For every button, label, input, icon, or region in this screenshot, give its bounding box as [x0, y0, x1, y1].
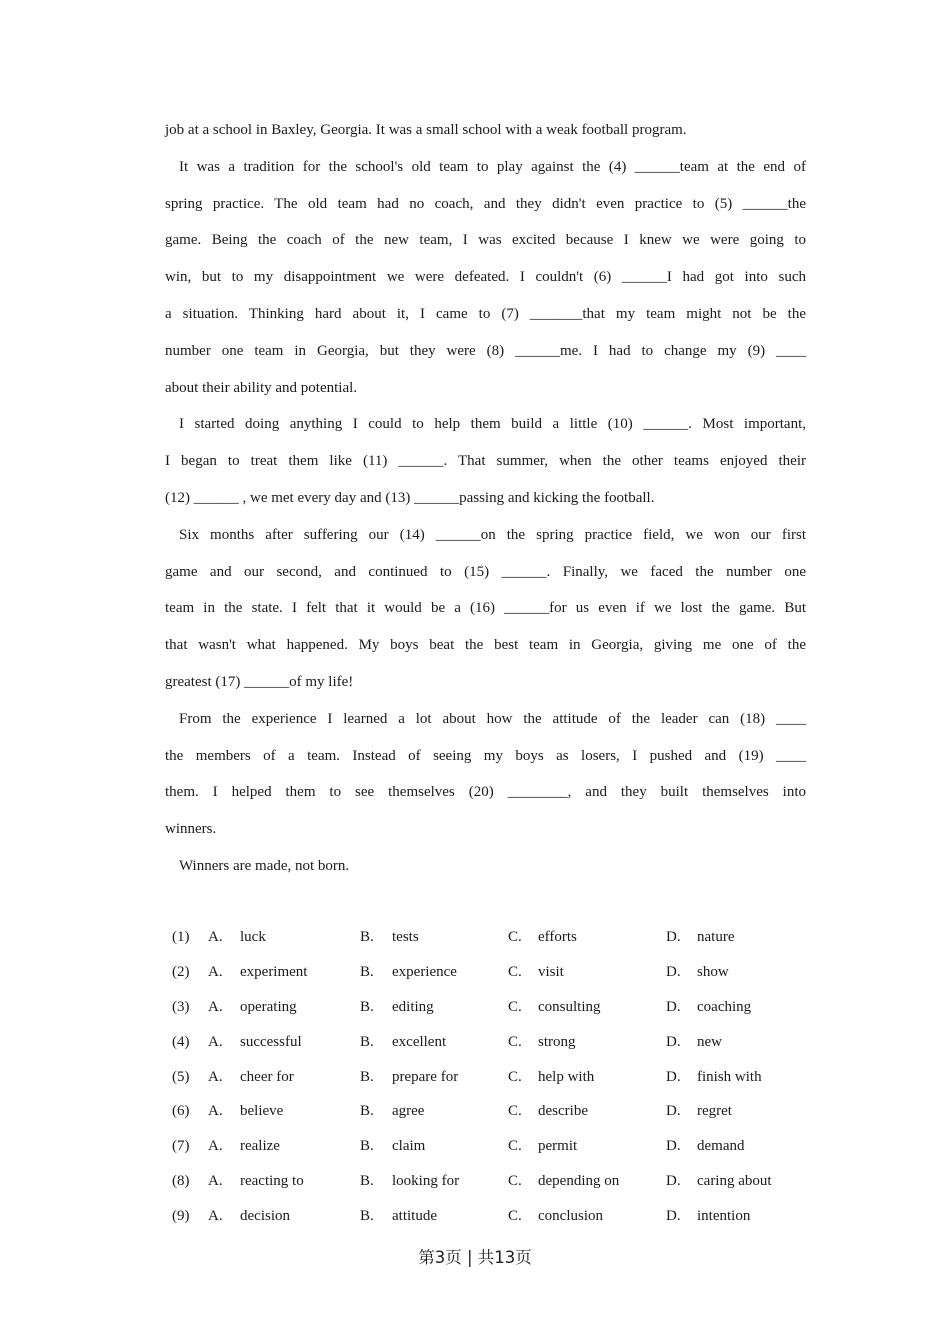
text-line: spring practice. The old team had no coach, and they didn't even practice to (5) ______the — [165, 195, 806, 212]
text-line: job at a school in Baxley, Georgia. It was a small school with a weak football program. — [165, 122, 687, 138]
option-text-c: depending on — [538, 1173, 620, 1190]
option-text-b: editing — [392, 998, 434, 1015]
option-text-a: operating — [240, 998, 297, 1015]
option-letter-d: D. — [666, 1033, 681, 1050]
option-text-c: permit — [538, 1138, 578, 1155]
option-text-a: successful — [240, 1033, 302, 1050]
option-letter-a: A. — [208, 1138, 223, 1155]
question-number: (6) — [172, 1103, 190, 1120]
option-text-d: finish with — [697, 1068, 762, 1085]
question-number: (7) — [172, 1138, 190, 1155]
option-text-d: show — [697, 963, 729, 980]
option-text-d: caring about — [697, 1173, 772, 1190]
question-number: (2) — [172, 963, 190, 980]
option-text-a: cheer for — [240, 1068, 294, 1085]
option-letter-a: A. — [208, 1103, 223, 1120]
option-text-d: regret — [697, 1103, 732, 1120]
option-text-c: describe — [538, 1103, 588, 1120]
page-number-footer: 第3页 | 共13页 — [418, 1248, 532, 1267]
option-letter-b: B. — [360, 963, 374, 980]
options-list — [165, 920, 825, 1234]
option-text-c: consulting — [538, 998, 601, 1015]
option-text-b: prepare for — [392, 1068, 459, 1085]
option-text-a: luck — [240, 929, 266, 945]
option-letter-b: B. — [360, 1173, 374, 1190]
question-number: (8) — [172, 1173, 190, 1190]
text-line: (12) ______ , we met every day and (13) ______passing and kicking the football. — [165, 489, 655, 506]
option-letter-c: C. — [508, 998, 522, 1015]
option-text-d: demand — [697, 1138, 745, 1155]
option-text-d: nature — [697, 929, 735, 945]
text-line: I started doing anything I could to help them build a little (10) ______. Most important, — [179, 416, 806, 433]
text-line: the members of a team. Instead of seeing my boys as losers, I pushed and (19) ____ — [165, 747, 806, 764]
option-letter-b: B. — [360, 929, 374, 945]
text-line: Six months after suffering our (14) ______on the spring practice field, we won our first — [179, 526, 806, 543]
option-letter-b: B. — [360, 1068, 374, 1085]
option-letter-d: D. — [666, 929, 681, 945]
text-line: greatest (17) ______of my life! — [165, 673, 354, 690]
option-row-5 — [165, 1060, 825, 1095]
text-line: From the experience I learned a lot about how the attitude of the leader can (18) ____ — [179, 710, 806, 727]
option-letter-d: D. — [666, 1103, 681, 1120]
option-letter-b: B. — [360, 1208, 374, 1225]
question-number: (1) — [172, 929, 190, 945]
text-line: winners. — [165, 821, 217, 838]
option-letter-a: A. — [208, 1068, 223, 1085]
option-text-d: intention — [697, 1208, 751, 1225]
option-letter-a: A. — [208, 998, 223, 1015]
option-text-c: conclusion — [538, 1208, 603, 1225]
question-number: (9) — [172, 1208, 190, 1225]
option-letter-c: C. — [508, 1103, 522, 1120]
option-letter-d: D. — [666, 1208, 681, 1225]
text-line: team in the state. I felt that it would be a (16) ______for us even if we lost the game. But — [165, 600, 806, 617]
option-letter-d: D. — [666, 998, 681, 1015]
option-row-4 — [165, 1025, 825, 1060]
option-letter-c: C. — [508, 929, 522, 945]
option-letter-a: A. — [208, 929, 223, 945]
option-text-a: experiment — [240, 963, 308, 980]
option-row-8 — [165, 1164, 825, 1199]
question-number: (5) — [172, 1068, 190, 1085]
option-row-3 — [165, 990, 825, 1025]
option-letter-d: D. — [666, 1068, 681, 1085]
option-text-b: excellent — [392, 1033, 447, 1050]
text-line: game and our second, and continued to (15) ______. Finally, we faced the number one — [165, 563, 806, 580]
option-letter-c: C. — [508, 1033, 522, 1050]
option-text-d: new — [697, 1033, 722, 1050]
option-letter-c: C. — [508, 1173, 522, 1190]
option-text-a: reacting to — [240, 1173, 304, 1190]
option-letter-a: A. — [208, 1173, 223, 1190]
option-text-b: tests — [392, 929, 419, 945]
text-line: It was a tradition for the school's old team to play against the (4) ______team at the end of — [179, 158, 806, 175]
text-line: Winners are made, not born. — [179, 857, 350, 874]
text-line: them. I helped them to see themselves (20) ________, and they built themselves into — [165, 784, 806, 801]
option-letter-c: C. — [508, 1208, 522, 1225]
text-line: I began to treat them like (11) ______. That summer, when the other teams enjoyed their — [165, 453, 806, 470]
option-text-d: coaching — [697, 998, 752, 1015]
option-text-c: visit — [538, 963, 564, 980]
question-number: (4) — [172, 1033, 190, 1050]
option-text-c: help with — [538, 1068, 595, 1085]
option-text-c: efforts — [538, 929, 577, 945]
text-line: that wasn't what happened. My boys beat the best team in Georgia, giving me one of the — [165, 637, 806, 654]
option-row-2 — [165, 955, 825, 990]
option-text-b: claim — [392, 1138, 426, 1155]
option-row-1 — [165, 920, 825, 955]
text-line: win, but to my disappointment we were defeated. I couldn't (6) ______I had got into such — [165, 269, 806, 286]
option-text-b: agree — [392, 1103, 425, 1120]
option-letter-b: B. — [360, 998, 374, 1015]
option-row-9 — [165, 1199, 825, 1234]
option-letter-d: D. — [666, 963, 681, 980]
text-line: about their ability and potential. — [165, 379, 358, 396]
option-row-6 — [165, 1094, 825, 1129]
option-letter-c: C. — [508, 1138, 522, 1155]
option-letter-c: C. — [508, 1068, 522, 1085]
option-text-a: decision — [240, 1208, 290, 1225]
option-letter-a: A. — [208, 1033, 223, 1050]
option-text-b: looking for — [392, 1173, 460, 1190]
option-letter-b: B. — [360, 1138, 374, 1155]
option-letter-c: C. — [508, 963, 522, 980]
option-text-a: realize — [240, 1138, 280, 1155]
option-row-7 — [165, 1129, 825, 1164]
text-line: number one team in Georgia, but they were (8) ______me. I had to change my (9) ____ — [165, 342, 806, 359]
option-letter-d: D. — [666, 1173, 681, 1190]
option-text-a: believe — [240, 1103, 284, 1120]
option-letter-a: A. — [208, 1208, 223, 1225]
option-text-c: strong — [538, 1033, 576, 1050]
text-line: a situation. Thinking hard about it, I came to (7) _______that my team might not be the — [165, 305, 806, 322]
option-text-b: experience — [392, 963, 457, 980]
option-letter-a: A. — [208, 963, 223, 980]
option-letter-b: B. — [360, 1033, 374, 1050]
text-line: game. Being the coach of the new team, I was excited because I knew we were going to — [165, 232, 806, 249]
option-letter-b: B. — [360, 1103, 374, 1120]
passage-body — [165, 112, 806, 885]
option-letter-d: D. — [666, 1138, 681, 1155]
question-number: (3) — [172, 998, 190, 1015]
option-text-b: attitude — [392, 1208, 437, 1225]
